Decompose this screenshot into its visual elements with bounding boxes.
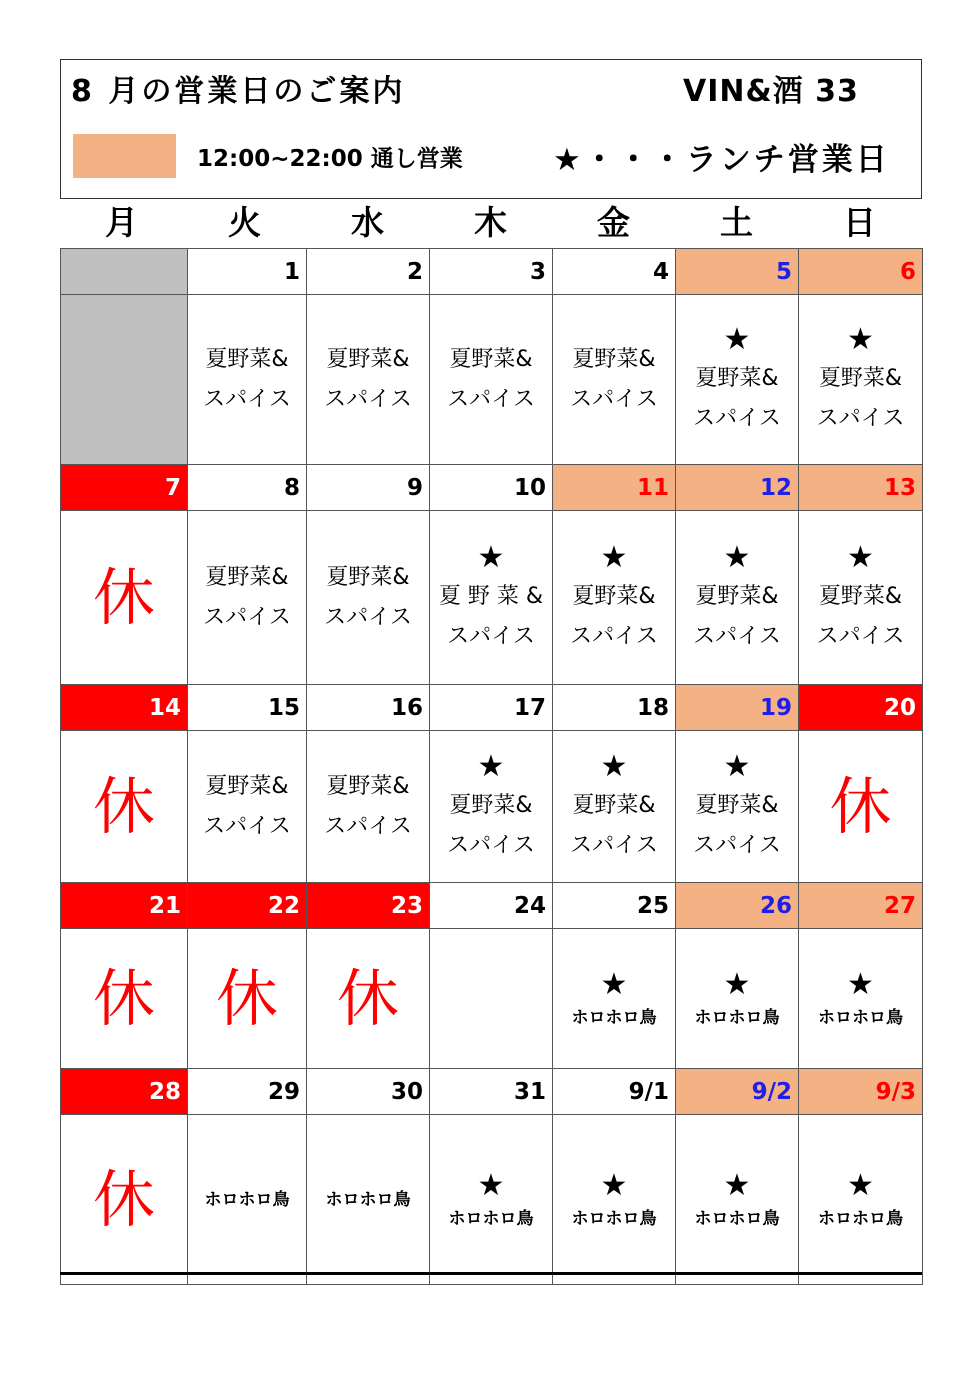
menu-line-1: 夏野菜& [572, 792, 656, 818]
calendar-grid [60, 248, 923, 1285]
date-cell: 4 [553, 249, 676, 295]
closed-label: 休 [215, 961, 278, 1035]
date-cell: 15 [188, 685, 307, 731]
lunch-star-icon: ★ [600, 1167, 628, 1203]
date-cell: 8 [188, 465, 307, 511]
menu-line-2: スパイス [324, 604, 412, 630]
week-2-content [61, 511, 923, 685]
weekday-mon: 月 [105, 203, 138, 242]
date-cell: 20 [799, 685, 923, 731]
day-cell [188, 295, 307, 465]
menu-line-2: スパイス [570, 623, 658, 649]
day-cell [430, 1115, 553, 1285]
day-cell [553, 1115, 676, 1285]
closed-label: 休 [92, 961, 155, 1035]
day-cell [307, 295, 430, 465]
lunch-star-icon: ★ [847, 966, 874, 1002]
day-cell [307, 1115, 430, 1285]
date-cell: 16 [307, 685, 430, 731]
day-cell [430, 511, 553, 685]
menu-line-2: スパイス [693, 832, 781, 858]
day-cell [799, 295, 923, 465]
menu-line-1: 夏野菜& [695, 792, 779, 818]
week-5-dates [61, 1069, 923, 1115]
lunch-star-icon: ★ [723, 321, 751, 357]
lunch-star-icon: ★ [847, 321, 874, 357]
menu-horohoro: ホロホロ鳥 [448, 1208, 534, 1229]
day-cell [553, 295, 676, 465]
bottom-rule [60, 1272, 922, 1275]
menu-line-1: 夏 野 菜 & [438, 583, 544, 609]
date-cell: 31 [430, 1069, 553, 1115]
full-day-hours-label: 12:00~22:00 通し営業 [197, 146, 463, 172]
lunch-legend: ★・・・ランチ営業日 [553, 142, 890, 178]
menu-line-2: スパイス [324, 386, 412, 412]
weekday-tue: 火 [228, 203, 261, 242]
day-cell [553, 731, 676, 883]
menu-line-1: 夏野菜& [326, 564, 410, 590]
day-cell [553, 511, 676, 685]
menu-line-1: 夏野菜& [326, 346, 410, 372]
menu-line-2: スパイス [693, 623, 781, 649]
menu-line-1: 夏野菜& [326, 773, 410, 799]
menu-line-1: 夏野菜& [695, 583, 779, 609]
menu-line-2: スパイス [203, 604, 291, 630]
weekday-sat: 土 [720, 203, 753, 242]
menu-line-2: スパイス [203, 386, 291, 412]
date-cell: 26 [676, 883, 799, 929]
date-cell: 7 [61, 465, 188, 511]
menu-line-1: 夏野菜& [449, 346, 533, 372]
menu-line-2: スパイス [816, 623, 905, 649]
menu-line-2: スパイス [570, 386, 658, 412]
weekday-fri: 金 [597, 203, 630, 242]
menu-line-2: スパイス [570, 832, 658, 858]
date-cell: 29 [188, 1069, 307, 1115]
shop-name: VIN&酒 33 [683, 74, 859, 109]
day-cell [188, 731, 307, 883]
closed-label: 休 [92, 1162, 155, 1236]
week-4-dates [61, 883, 923, 929]
day-cell [188, 511, 307, 685]
closed-label: 休 [92, 769, 155, 843]
lunch-star-icon: ★ [847, 539, 874, 575]
menu-horohoro: ホロホロ鳥 [204, 1189, 290, 1210]
day-cell [61, 1115, 188, 1285]
weekday-wed: 水 [351, 203, 384, 242]
menu-horohoro: ホロホロ鳥 [325, 1189, 411, 1210]
date-cell: 9 [307, 465, 430, 511]
day-cell [307, 511, 430, 685]
date-cell: 30 [307, 1069, 430, 1115]
day-cell [188, 929, 307, 1069]
weekday-thu: 木 [474, 203, 507, 242]
menu-line-1: 夏野菜& [818, 583, 903, 609]
lunch-star-icon: ★ [477, 1167, 505, 1203]
weekday-sun: 日 [843, 203, 876, 242]
lunch-star-icon: ★ [723, 1167, 751, 1203]
week-3-dates [61, 685, 923, 731]
menu-horohoro: ホロホロ鳥 [694, 1208, 780, 1229]
date-cell: 9/2 [676, 1069, 799, 1115]
day-cell [799, 1115, 923, 1285]
menu-line-1: 夏野菜& [205, 773, 289, 799]
menu-line-1: 夏野菜& [205, 346, 289, 372]
date-cell: 25 [553, 883, 676, 929]
day-cell [676, 929, 799, 1069]
lunch-star-icon: ★ [600, 748, 628, 784]
date-cell: 9/1 [553, 1069, 676, 1115]
calendar-table [60, 248, 923, 1285]
week-3-content [61, 731, 923, 883]
date-cell-empty [61, 249, 188, 295]
date-cell: 11 [553, 465, 676, 511]
menu-line-2: スパイス [816, 405, 905, 431]
date-cell: 19 [676, 685, 799, 731]
date-cell: 3 [430, 249, 553, 295]
day-cell [676, 1115, 799, 1285]
date-cell: 5 [676, 249, 799, 295]
date-cell: 10 [430, 465, 553, 511]
date-cell: 13 [799, 465, 923, 511]
day-cell [676, 511, 799, 685]
legend-box [60, 59, 922, 199]
date-cell: 18 [553, 685, 676, 731]
lunch-star-icon: ★ [477, 748, 505, 784]
day-cell [307, 731, 430, 883]
date-cell: 17 [430, 685, 553, 731]
lunch-star-icon: ★ [477, 539, 505, 575]
date-cell: 2 [307, 249, 430, 295]
closed-label: 休 [92, 560, 155, 634]
day-cell [799, 929, 923, 1069]
week-1-dates [61, 249, 923, 295]
day-cell [676, 731, 799, 883]
day-cell [799, 731, 923, 883]
menu-line-2: スパイス [447, 623, 535, 649]
day-cell [61, 929, 188, 1069]
day-cell [430, 731, 553, 883]
date-cell: 23 [307, 883, 430, 929]
date-cell: 14 [61, 685, 188, 731]
day-cell [430, 295, 553, 465]
full-day-color-swatch [73, 134, 176, 178]
menu-line-1: 夏野菜& [695, 365, 779, 391]
menu-line-2: スパイス [447, 832, 535, 858]
week-4-content [61, 929, 923, 1069]
date-cell: 6 [799, 249, 923, 295]
day-cell-empty [61, 295, 188, 465]
date-cell: 28 [61, 1069, 188, 1115]
page-title: 8 月の営業日のご案内 [71, 74, 406, 109]
day-cell [188, 1115, 307, 1285]
week-2-dates [61, 465, 923, 511]
day-cell [799, 511, 923, 685]
day-cell [307, 929, 430, 1069]
menu-horohoro: ホロホロ鳥 [571, 1208, 657, 1229]
menu-line-2: スパイス [324, 813, 412, 839]
lunch-star-icon: ★ [723, 966, 751, 1002]
menu-horohoro: ホロホロ鳥 [571, 1007, 657, 1028]
lunch-star-icon: ★ [847, 1167, 874, 1203]
day-cell [430, 929, 553, 1069]
lunch-star-icon: ★ [600, 539, 628, 575]
menu-horohoro: ホロホロ鳥 [818, 1208, 903, 1229]
menu-line-1: 夏野菜& [572, 346, 656, 372]
menu-line-1: 夏野菜& [449, 792, 533, 818]
day-cell [676, 295, 799, 465]
menu-line-1: 夏野菜& [818, 365, 903, 391]
menu-line-2: スパイス [447, 386, 535, 412]
lunch-star-icon: ★ [723, 539, 751, 575]
closed-label: 休 [336, 961, 399, 1035]
lunch-star-icon: ★ [600, 966, 628, 1002]
date-cell: 1 [188, 249, 307, 295]
day-cell [553, 929, 676, 1069]
week-1-content [61, 295, 923, 465]
date-cell: 27 [799, 883, 923, 929]
date-cell: 9/3 [799, 1069, 923, 1115]
lunch-star-icon: ★ [723, 748, 751, 784]
day-cell [61, 731, 188, 883]
menu-line-2: スパイス [693, 405, 781, 431]
menu-horohoro: ホロホロ鳥 [694, 1007, 780, 1028]
closed-label: 休 [829, 769, 892, 843]
day-cell [61, 511, 188, 685]
menu-line-2: スパイス [203, 813, 291, 839]
date-cell: 24 [430, 883, 553, 929]
menu-line-1: 夏野菜& [205, 564, 289, 590]
date-cell: 12 [676, 465, 799, 511]
menu-horohoro: ホロホロ鳥 [818, 1007, 903, 1028]
date-cell: 22 [188, 883, 307, 929]
week-5-content [61, 1115, 923, 1285]
date-cell: 21 [61, 883, 188, 929]
menu-line-1: 夏野菜& [572, 583, 656, 609]
